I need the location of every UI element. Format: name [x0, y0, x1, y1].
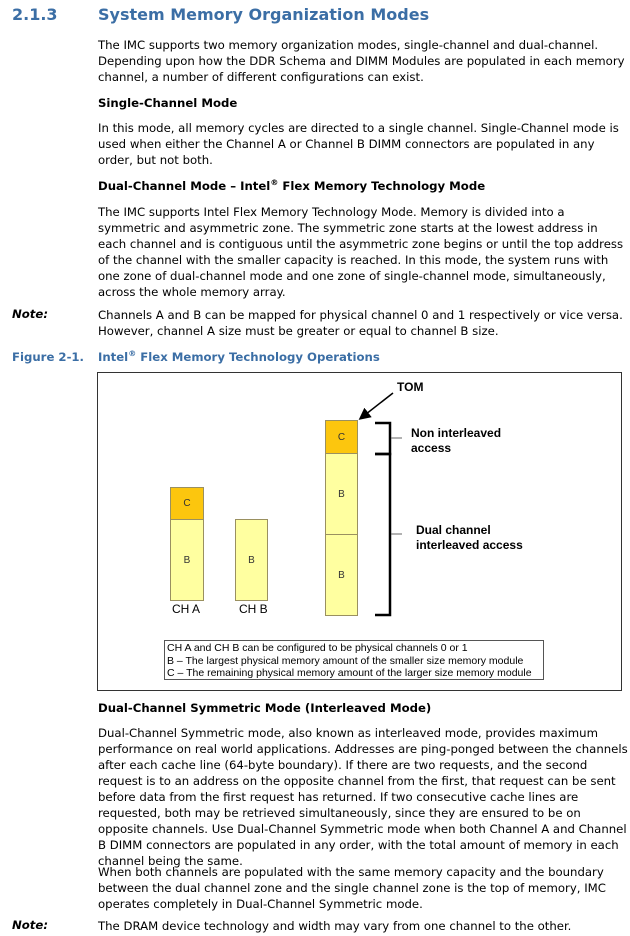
cha-block-b: B: [170, 519, 204, 601]
note-label: Note:: [12, 918, 48, 932]
cha-block-c: C: [170, 487, 204, 520]
combined-block-c: C: [325, 420, 358, 454]
heading-text: Flex Memory Technology Mode: [278, 179, 486, 193]
legend-line: CH A and CH B can be configured to be physical channels 0 or 1: [167, 642, 468, 654]
dual-channel-bracket: [375, 454, 390, 615]
section-title: System Memory Organization Modes: [98, 5, 430, 24]
figure-number: Figure 2-1.: [12, 350, 84, 364]
figure-diagram: [97, 372, 622, 691]
note-text: The DRAM device technology and width may vary from one channel to the other.: [98, 919, 572, 933]
figure-title: [98, 350, 380, 364]
dual-channel-label: [416, 523, 523, 553]
tom-label: TOM: [397, 380, 424, 394]
dual-symmetric-paragraph-2: When both channels are populated with the same memory capacity and the boundary between the dual channel zone and the single channel zone is the top of memory, IMC operates completely in Dual-Channel Symmetric mode.: [98, 865, 606, 911]
label-line: access: [411, 441, 452, 455]
legend-line: B – The largest physical memory amount of the smaller size memory module: [167, 654, 524, 667]
note-text: Channels A and B can be mapped for physical channel 0 and 1 respectively or vice versa. However, channel A size must be greater or equal to channel B size.: [98, 308, 623, 338]
single-channel-heading: Single-Channel Mode: [98, 96, 238, 110]
note-label: Note:: [12, 307, 48, 321]
cha-label: CH A: [172, 602, 201, 616]
label-line: Dual channel: [416, 523, 491, 537]
dual-channel-flex-heading: [98, 179, 485, 193]
chb-block-b: B: [235, 519, 268, 601]
figure-title-text: Flex Memory Technology Operations: [136, 350, 380, 364]
section-number: 2.1.3: [12, 5, 58, 24]
single-channel-paragraph: In this mode, all memory cycles are directed to a single channel. Single-Channel mode is used when either the Channel A or Channel B DIMM connectors are populated in any order, but not both.: [98, 121, 619, 167]
combined-block-b-lower: B: [325, 534, 358, 616]
heading-text: Dual-Channel Mode – Intel: [98, 179, 271, 193]
label-line: interleaved access: [416, 538, 523, 552]
intro-paragraph: The IMC supports two memory organization modes, single-channel and dual-channel. Depending upon how the DDR Schema and DIMM Modules are populated in each memory channel, a number of different configurations can exist.: [98, 38, 625, 84]
tom-arrow: [361, 393, 393, 418]
registered-mark: ®: [270, 178, 279, 187]
non-interleaved-bracket: [375, 423, 390, 454]
dual-symmetric-heading: Dual-Channel Symmetric Mode (Interleaved Mode): [98, 701, 432, 715]
combined-block-b-upper: B: [325, 453, 358, 535]
figure-title-text: Intel: [98, 350, 129, 364]
figure-legend: [164, 640, 544, 680]
label-line: Non interleaved: [411, 426, 502, 440]
chb-label: CH B: [239, 602, 268, 616]
dual-channel-flex-paragraph: The IMC supports Intel Flex Memory Technology Mode. Memory is divided into a symmetric and asymmetric zone. The symmetric zone starts at the lowest address in each channel and is contiguous until the asymmetric zone begins or until the top address of the channel with the smaller capacity is reached. In this mode, the system runs with one zone of dual-channel mode and one zone of single-channel mode, simultaneously, across the whole memory array.: [98, 205, 624, 299]
dual-symmetric-paragraph: Dual-Channel Symmetric mode, also known as interleaved mode, provides maximum performance on real world applications. Addresses are ping-ponged between the channels after each cache line (64-byte boundary). If there are two requests, and the second request is to an address on the opposite channel from the first, that request can be sent before data from the first request has returned. If two consecutive cache lines are requested, both may be retrieved simultaneously, since they are ensured to be on opposite channels. Use Dual-Channel Symmetric mode when both Channel A and Channel B DIMM connectors are populated in any order, with the total amount of memory in each channel being the same.: [98, 726, 628, 868]
legend-line: C – The remaining physical memory amount of the larger size memory module: [167, 667, 532, 679]
registered-mark: ®: [128, 349, 137, 358]
non-interleaved-label: [411, 426, 501, 456]
